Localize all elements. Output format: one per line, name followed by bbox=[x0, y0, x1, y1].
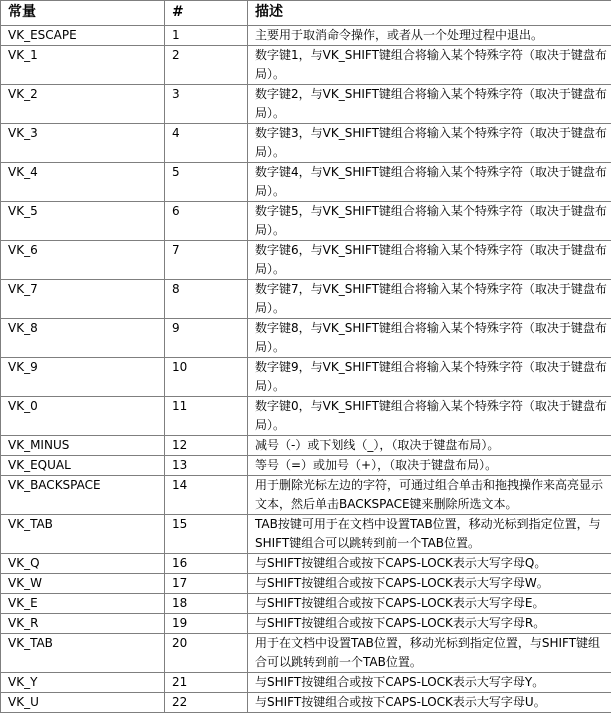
table-row bbox=[1, 46, 611, 85]
cell-description: 与SHIFT按键组合或按下CAPS-LOCK表示大写字母E。 bbox=[248, 594, 611, 614]
cell-description: 数字键1，与VK_SHIFT键组合将输入某个特殊字符（取决于键盘布局）。 bbox=[248, 46, 611, 85]
cell-number: 12 bbox=[165, 436, 248, 456]
table-row bbox=[1, 614, 611, 634]
cell-constant: VK_9 bbox=[1, 358, 165, 397]
table-row bbox=[1, 693, 611, 713]
table-row bbox=[1, 476, 611, 515]
cell-number: 21 bbox=[165, 673, 248, 693]
cell-description: 与SHIFT按键组合或按下CAPS-LOCK表示大写字母Y。 bbox=[248, 673, 611, 693]
cell-description: TAB按键可用于在文档中设置TAB位置，移动光标到指定位置，与SHIFT键组合可以跳转到前一个TAB位置。 bbox=[248, 515, 611, 554]
cell-number: 20 bbox=[165, 634, 248, 673]
table-row bbox=[1, 436, 611, 456]
cell-description: 数字键2，与VK_SHIFT键组合将输入某个特殊字符（取决于键盘布局）。 bbox=[248, 85, 611, 124]
cell-number: 11 bbox=[165, 397, 248, 436]
table-row bbox=[1, 554, 611, 574]
cell-constant: VK_W bbox=[1, 574, 165, 594]
table-row bbox=[1, 241, 611, 280]
table-row bbox=[1, 574, 611, 594]
cell-description: 用于在文档中设置TAB位置，移动光标到指定位置，与SHIFT键组合可以跳转到前一个TAB位置。 bbox=[248, 634, 611, 673]
cell-constant: VK_6 bbox=[1, 241, 165, 280]
table-row bbox=[1, 85, 611, 124]
cell-number: 9 bbox=[165, 319, 248, 358]
table-row bbox=[1, 594, 611, 614]
cell-number: 16 bbox=[165, 554, 248, 574]
cell-description: 数字键3，与VK_SHIFT键组合将输入某个特殊字符（取决于键盘布局）。 bbox=[248, 124, 611, 163]
cell-constant: VK_TAB bbox=[1, 515, 165, 554]
cell-number: 10 bbox=[165, 358, 248, 397]
cell-description: 与SHIFT按键组合或按下CAPS-LOCK表示大写字母Q。 bbox=[248, 554, 611, 574]
table-row bbox=[1, 634, 611, 673]
table-body bbox=[1, 26, 611, 713]
table-row bbox=[1, 456, 611, 476]
cell-number: 1 bbox=[165, 26, 248, 46]
cell-constant: VK_Q bbox=[1, 554, 165, 574]
cell-description: 减号（-）或下划线（_），（取决于键盘布局）。 bbox=[248, 436, 611, 456]
cell-description: 等号（=）或加号（+），（取决于键盘布局）。 bbox=[248, 456, 611, 476]
cell-number: 4 bbox=[165, 124, 248, 163]
cell-description: 数字键4，与VK_SHIFT键组合将输入某个特殊字符（取决于键盘布局）。 bbox=[248, 163, 611, 202]
table-row bbox=[1, 358, 611, 397]
cell-description: 主要用于取消命令操作，或者从一个处理过程中退出。 bbox=[248, 26, 611, 46]
cell-constant: VK_E bbox=[1, 594, 165, 614]
cell-description: 与SHIFT按键组合或按下CAPS-LOCK表示大写字母W。 bbox=[248, 574, 611, 594]
cell-description: 数字键8，与VK_SHIFT键组合将输入某个特殊字符（取决于键盘布局）。 bbox=[248, 319, 611, 358]
cell-constant: VK_TAB bbox=[1, 634, 165, 673]
cell-constant: VK_0 bbox=[1, 397, 165, 436]
cell-number: 19 bbox=[165, 614, 248, 634]
cell-number: 6 bbox=[165, 202, 248, 241]
header-description: 描述 bbox=[248, 1, 611, 26]
cell-number: 17 bbox=[165, 574, 248, 594]
cell-number: 5 bbox=[165, 163, 248, 202]
cell-constant: VK_U bbox=[1, 693, 165, 713]
cell-constant: VK_7 bbox=[1, 280, 165, 319]
cell-number: 15 bbox=[165, 515, 248, 554]
cell-description: 数字键9，与VK_SHIFT键组合将输入某个特殊字符（取决于键盘布局）。 bbox=[248, 358, 611, 397]
cell-description: 数字键5，与VK_SHIFT键组合将输入某个特殊字符（取决于键盘布局）。 bbox=[248, 202, 611, 241]
cell-constant: VK_MINUS bbox=[1, 436, 165, 456]
cell-constant: VK_8 bbox=[1, 319, 165, 358]
cell-description: 数字键0，与VK_SHIFT键组合将输入某个特殊字符（取决于键盘布局）。 bbox=[248, 397, 611, 436]
cell-constant: VK_3 bbox=[1, 124, 165, 163]
cell-constant: VK_BACKSPACE bbox=[1, 476, 165, 515]
table-row bbox=[1, 26, 611, 46]
cell-number: 7 bbox=[165, 241, 248, 280]
cell-description: 与SHIFT按键组合或按下CAPS-LOCK表示大写字母R。 bbox=[248, 614, 611, 634]
cell-constant: VK_5 bbox=[1, 202, 165, 241]
cell-number: 3 bbox=[165, 85, 248, 124]
cell-number: 8 bbox=[165, 280, 248, 319]
cell-constant: VK_2 bbox=[1, 85, 165, 124]
cell-number: 22 bbox=[165, 693, 248, 713]
table-header bbox=[1, 1, 611, 26]
cell-description: 数字键7，与VK_SHIFT键组合将输入某个特殊字符（取决于键盘布局）。 bbox=[248, 280, 611, 319]
cell-constant: VK_1 bbox=[1, 46, 165, 85]
table-row bbox=[1, 397, 611, 436]
cell-constant: VK_4 bbox=[1, 163, 165, 202]
table-row bbox=[1, 319, 611, 358]
header-row bbox=[1, 1, 611, 26]
cell-constant: VK_R bbox=[1, 614, 165, 634]
cell-number: 13 bbox=[165, 456, 248, 476]
header-constant: 常量 bbox=[1, 1, 165, 26]
cell-number: 18 bbox=[165, 594, 248, 614]
cell-description: 与SHIFT按键组合或按下CAPS-LOCK表示大写字母U。 bbox=[248, 693, 611, 713]
cell-constant: VK_Y bbox=[1, 673, 165, 693]
header-number: # bbox=[165, 1, 248, 26]
table-row bbox=[1, 202, 611, 241]
cell-number: 2 bbox=[165, 46, 248, 85]
table-row bbox=[1, 163, 611, 202]
table-row bbox=[1, 280, 611, 319]
cell-constant: VK_EQUAL bbox=[1, 456, 165, 476]
table-row bbox=[1, 673, 611, 693]
table-row bbox=[1, 515, 611, 554]
table-row bbox=[1, 124, 611, 163]
cell-description: 用于删除光标左边的字符，可通过组合单击和拖拽操作来高亮显示文本，然后单击BACKSPACE键来删除所选文本。 bbox=[248, 476, 611, 515]
cell-constant: VK_ESCAPE bbox=[1, 26, 165, 46]
cell-description: 数字键6，与VK_SHIFT键组合将输入某个特殊字符（取决于键盘布局）。 bbox=[248, 241, 611, 280]
cell-number: 14 bbox=[165, 476, 248, 515]
